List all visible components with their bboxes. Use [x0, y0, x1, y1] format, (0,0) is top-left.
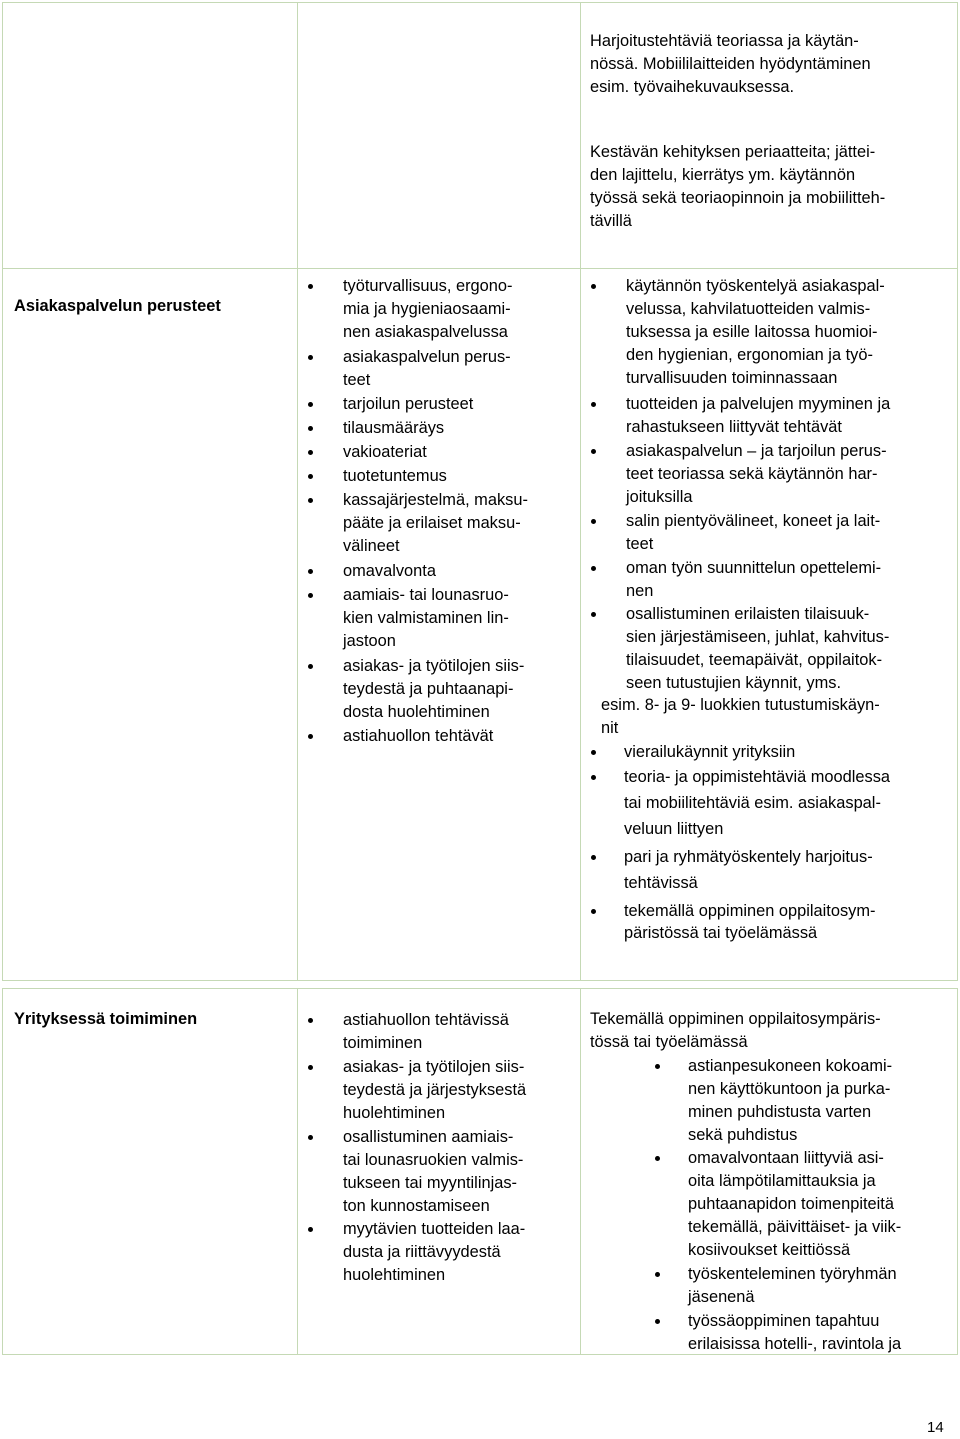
- text-line: vakioateriat: [343, 443, 427, 461]
- text-line: välineet: [343, 537, 400, 555]
- text-line: astiahuollon tehtävissä: [343, 1011, 509, 1029]
- text-line: pääte ja erilaiset maksu-: [343, 514, 521, 532]
- text-line: turvallisuuden toiminnassaan: [626, 369, 838, 387]
- bullet-icon: [308, 734, 313, 739]
- bullet-icon: [655, 1156, 660, 1161]
- bullet-icon: [591, 750, 596, 755]
- text-line: teydestä ja puhtaanapi-: [343, 680, 514, 698]
- page-number: 14: [927, 1419, 944, 1436]
- bullet-icon: [655, 1272, 660, 1277]
- text-line: myytävien tuotteiden laa-: [343, 1220, 526, 1238]
- text-line: jäsenenä: [688, 1288, 755, 1306]
- text-line: tilausmääräys: [343, 419, 445, 437]
- text-line: tuotteiden ja palvelujen myyminen ja: [626, 395, 891, 413]
- text-line: tehtävissä: [624, 874, 698, 892]
- text-line: kien valmistaminen lin-: [343, 609, 509, 627]
- bullet-icon: [308, 1065, 313, 1070]
- text-line: kassajärjestelmä, maksu-: [343, 491, 528, 509]
- text-line: nen asiakaspalvelussa: [343, 323, 508, 341]
- bullet-icon: [591, 855, 596, 860]
- text-line: mia ja hygieniaosaami-: [343, 300, 511, 318]
- text-line: esim. työvaihekuvauksessa.: [590, 78, 795, 96]
- bullet-icon: [591, 909, 596, 914]
- text-line: työskenteleminen työryhmän: [688, 1265, 897, 1283]
- text-line: tuotetuntemus: [343, 467, 447, 485]
- text-line: tekemällä oppiminen oppilaitosym-: [624, 902, 876, 920]
- text-line: salin pientyövälineet, koneet ja lait-: [626, 512, 881, 530]
- text-line: den hygienian, ergonomian ja työ-: [626, 346, 873, 364]
- text-line: pari ja ryhmätyöskentely harjoitus-: [624, 848, 873, 866]
- text-line: teet: [343, 371, 371, 389]
- text-line: huolehtiminen: [343, 1266, 446, 1284]
- text-line: nit: [601, 719, 619, 737]
- bullet-icon: [308, 426, 313, 431]
- text-line: sekä puhdistus: [688, 1126, 798, 1144]
- bullet-icon: [308, 569, 313, 574]
- text-line: teoria- ja oppimistehtäviä moodlessa: [624, 768, 891, 786]
- bullet-icon: [591, 284, 596, 289]
- bullet-icon: [591, 775, 596, 780]
- text-line: työssäoppiminen tapahtuu: [688, 1312, 880, 1330]
- text-line: tössä tai työelämässä: [590, 1033, 748, 1051]
- text-line: puhtaanapidon toimenpiteitä: [688, 1195, 894, 1213]
- text-line: nössä. Mobiililaitteiden hyödyntäminen: [590, 55, 871, 73]
- text-line: erilaisissa hotelli-, ravintola ja: [688, 1335, 902, 1353]
- bullet-icon: [308, 474, 313, 479]
- text-line: astianpesukoneen kokoami-: [688, 1057, 893, 1075]
- cell-r2-c1: [2, 268, 298, 981]
- text-line: dosta huolehtiminen: [343, 703, 490, 721]
- text-line: rahastukseen liittyvät tehtävät: [626, 418, 842, 436]
- text-line: työssä sekä teoriaopinnoin ja mobiilitteh-: [590, 189, 886, 207]
- text-line: Tekemällä oppiminen oppilaitosympäris-: [590, 1010, 881, 1028]
- text-line: nen käyttökuntoon ja purka-: [688, 1080, 891, 1098]
- cell-r1-c2: [297, 2, 581, 269]
- text-line: teydestä ja järjestyksestä: [343, 1081, 527, 1099]
- text-line: oita lämpötilamittauksia ja: [688, 1172, 876, 1190]
- text-line: päristössä tai työelämässä: [624, 924, 818, 942]
- text-line: osallistuminen erilaisten tilaisuuk-: [626, 605, 870, 623]
- text-line: minen puhdistusta varten: [688, 1103, 872, 1121]
- text-line: jastoon: [343, 632, 396, 650]
- section-heading-yrityksessa-toimiminen: Yrityksessä toimiminen: [14, 1010, 198, 1028]
- text-line: asiakaspalvelun perus-: [343, 348, 511, 366]
- bullet-icon: [308, 284, 313, 289]
- text-line: den lajittelu, kierrätys ym. käytännön: [590, 166, 856, 184]
- text-line: huolehtiminen: [343, 1104, 446, 1122]
- text-line: oman työn suunnittelun opettelemi-: [626, 559, 882, 577]
- section-heading-asiakaspalvelun-perusteet: Asiakaspalvelun perusteet: [14, 297, 221, 315]
- text-line: sien järjestämiseen, juhlat, kahvitus-: [626, 628, 890, 646]
- bullet-icon: [591, 566, 596, 571]
- bullet-icon: [591, 519, 596, 524]
- text-line: teet teoriassa sekä käytännön har-: [626, 465, 878, 483]
- text-line: teet: [626, 535, 654, 553]
- text-line: tukseen tai myyntilinjas-: [343, 1174, 517, 1192]
- cell-r1-c1: [2, 2, 298, 269]
- text-line: veluun liittyen: [624, 820, 724, 838]
- text-line: ton kunnostamiseen: [343, 1197, 490, 1215]
- text-line: astiahuollon tehtävät: [343, 727, 494, 745]
- bullet-icon: [308, 1018, 313, 1023]
- bullet-icon: [308, 664, 313, 669]
- text-line: tuksessa ja esille laitossa huomioi-: [626, 323, 878, 341]
- text-line: tai lounasruokien valmis-: [343, 1151, 524, 1169]
- text-line: tekemällä, päivittäiset- ja viik-: [688, 1218, 902, 1236]
- text-line: työturvallisuus, ergono-: [343, 277, 513, 295]
- text-line: vierailukäynnit yrityksiin: [624, 743, 796, 761]
- text-line: asiakas- ja työtilojen siis-: [343, 1058, 525, 1076]
- text-line: asiakas- ja työtilojen siis-: [343, 657, 525, 675]
- text-line: dusta ja riittävyydestä: [343, 1243, 501, 1261]
- cell-r3-c1: [2, 988, 298, 1355]
- bullet-icon: [591, 402, 596, 407]
- bullet-icon: [655, 1064, 660, 1069]
- text-line: esim. 8- ja 9- luokkien tutustumiskäyn-: [601, 696, 880, 714]
- text-line: tai mobiilitehtäviä esim. asiakaspal-: [624, 794, 881, 812]
- text-line: osallistuminen aamiais-: [343, 1128, 514, 1146]
- bullet-icon: [308, 450, 313, 455]
- text-line: nen: [626, 582, 654, 600]
- bullet-icon: [308, 1227, 313, 1232]
- bullet-icon: [591, 449, 596, 454]
- text-line: seen tutustujien käynnit, yms.: [626, 674, 842, 692]
- text-line: omavalvonta: [343, 562, 436, 580]
- text-line: käytännön työskentelyä asiakaspal-: [626, 277, 885, 295]
- bullet-icon: [308, 593, 313, 598]
- text-line: joituksilla: [626, 488, 693, 506]
- text-line: tarjoilun perusteet: [343, 395, 474, 413]
- text-line: omavalvontaan liittyviä asi-: [688, 1149, 884, 1167]
- text-line: velussa, kahvilatuotteiden valmis-: [626, 300, 871, 318]
- bullet-icon: [655, 1319, 660, 1324]
- text-line: Harjoitustehtäviä teoriassa ja käytän-: [590, 32, 859, 50]
- text-line: Kestävän kehityksen periaatteita; jättei-: [590, 143, 876, 161]
- bullet-icon: [308, 402, 313, 407]
- bullet-icon: [591, 612, 596, 617]
- text-line: kosiivoukset keittiössä: [688, 1241, 851, 1259]
- bullet-icon: [308, 355, 313, 360]
- text-line: toimiminen: [343, 1034, 423, 1052]
- text-line: aamiais- tai lounasruo-: [343, 586, 509, 604]
- text-line: tävillä: [590, 212, 632, 230]
- text-line: tilaisuudet, teemapäivät, oppilaitok-: [626, 651, 883, 669]
- text-line: asiakaspalvelun – ja tarjoilun perus-: [626, 442, 887, 460]
- bullet-icon: [308, 1135, 313, 1140]
- bullet-icon: [308, 498, 313, 503]
